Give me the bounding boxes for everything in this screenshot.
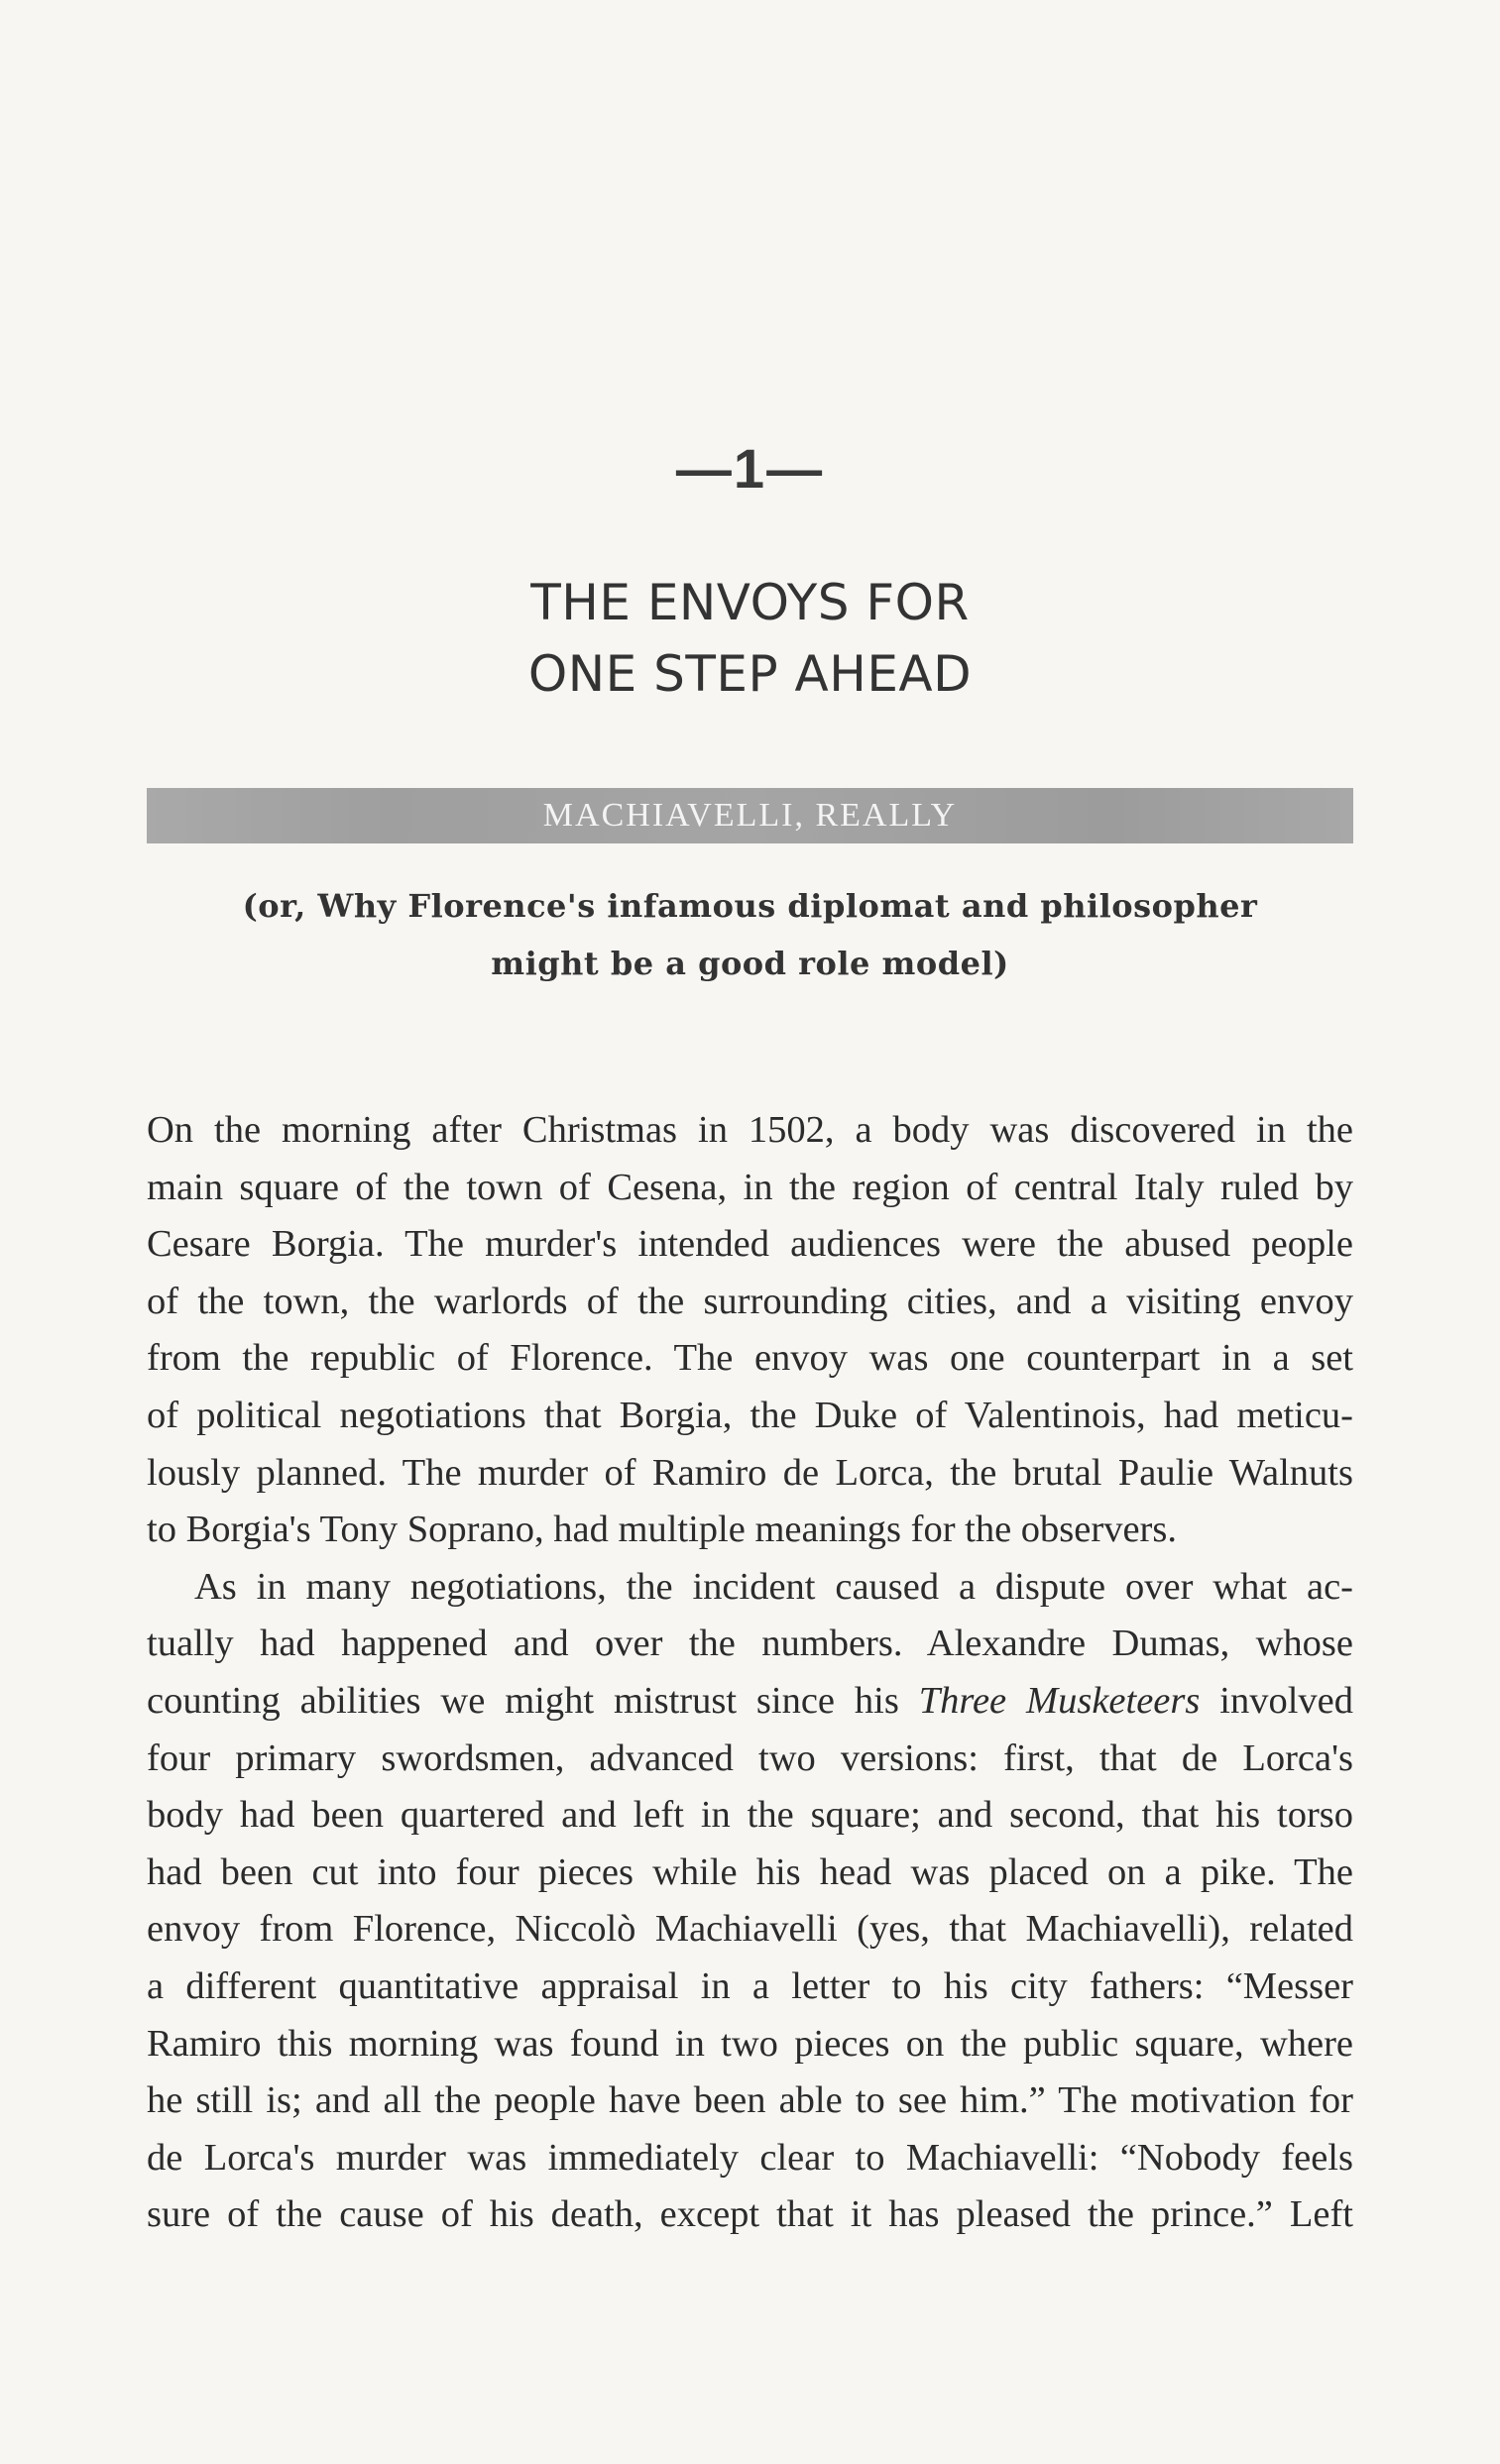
text-line: On the morning after Christmas in 1502, a body was discovered in the: [147, 1109, 1353, 1151]
text-line: envoy from Florence, Niccolò Machiavelli (yes, that Machiavelli), related: [147, 1908, 1353, 1951]
text-line: four primary swordsmen, advanced two versions: first, that de Lorca's: [147, 1736, 1353, 1779]
text-line: main square of the town of Cesena, in the region of central Italy ruled by: [147, 1166, 1353, 1208]
subtitle-line-1: (or, Why Florence's infamous diplomat and philosopher: [242, 887, 1258, 925]
book-title-three-musketeers: Three Musketeers: [918, 1679, 1201, 1722]
chapter-title: [0, 567, 1500, 710]
paragraph-1: [147, 1102, 1353, 1559]
text-line: from the republic of Florence. The envoy was one counterpart in a set: [147, 1337, 1353, 1380]
section-heading: MACHIAVELLI, REALLY: [542, 797, 958, 834]
text-line: Cesare Borgia. The murder's intended audiences were the abused people: [147, 1223, 1353, 1266]
chapter-number: —1—: [675, 437, 825, 500]
chapter-title-line-2: ONE STEP AHEAD: [527, 645, 973, 703]
text-line: lously planned. The murder of Ramiro de Lorca, the brutal Paulie Walnuts: [147, 1451, 1353, 1494]
text-line: of the town, the warlords of the surrounding cities, and a visiting envoy: [147, 1280, 1353, 1322]
paragraph-2: [147, 1559, 1353, 2244]
text-line: to Borgia's Tony Soprano, had multiple meanings for the observers.: [147, 1509, 1177, 1551]
chapter-title-line-1: THE ENVOYS FOR: [530, 574, 970, 631]
text-line: de Lorca's murder was immediately clear to Machiavelli: “Nobody feels: [147, 2136, 1353, 2179]
text-run: counting abilities we might mistrust since his: [147, 1679, 919, 1722]
body-text: [147, 1102, 1353, 2244]
text-line: of political negotiations that Borgia, the Duke of Valentinois, had meticu-: [147, 1394, 1353, 1436]
text-line: Ramiro this morning was found in two pieces on the public square, where: [147, 2022, 1353, 2065]
text-line: tually had happened and over the numbers. Alexandre Dumas, whose: [147, 1623, 1353, 1665]
text-line: [147, 1673, 1353, 1731]
text-run: involved: [1200, 1679, 1353, 1722]
text-line: sure of the cause of his death, except that it has pleased the prince.” Left: [147, 2193, 1353, 2236]
text-line: body had been quartered and left in the square; and second, that his torso: [147, 1794, 1353, 1837]
text-line: had been cut into four pieces while his head was placed on a pike. The: [147, 1850, 1353, 1893]
text-line: a different quantitative appraisal in a letter to his city fathers: “Messer: [147, 1964, 1353, 2007]
subtitle-line-2: might be a good role model): [491, 945, 1009, 982]
section-heading-bar: [147, 788, 1353, 843]
section-subtitle: [147, 877, 1353, 992]
text-line: he still is; and all the people have been able to see him.” The motivation for: [147, 2079, 1353, 2122]
text-line: As in many negotiations, the incident caused a dispute over what ac-: [194, 1565, 1353, 1608]
